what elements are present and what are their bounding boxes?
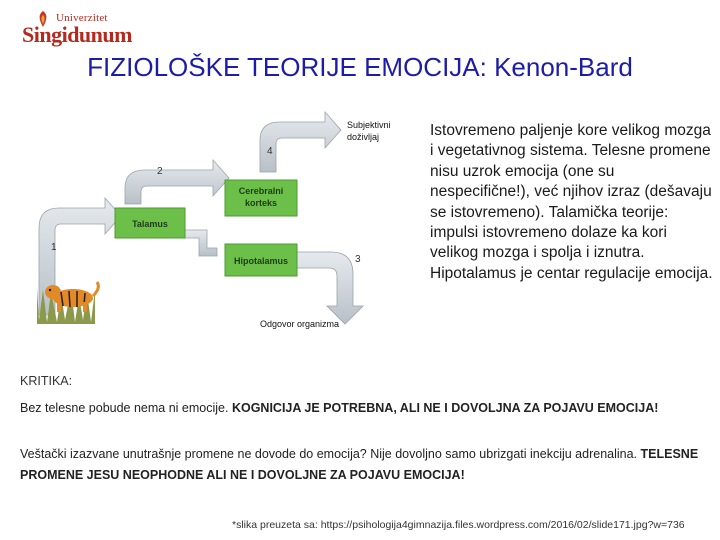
arrow-2: [125, 160, 229, 204]
number-1: 1: [51, 242, 57, 253]
cortex-label-1: Cerebralni: [238, 186, 284, 196]
subjective-label-1: Subjektivni: [347, 120, 391, 130]
number-4: 4: [267, 146, 273, 157]
hypothalamus-label: Hipotalamus: [233, 256, 289, 266]
critique-p2-normal: Veštački izazvane unutrašnje promene ne dovode do emocija? Nije dovoljno samo ubrizgati inekciju adrenalina.: [20, 447, 641, 461]
description-text: Istovremeno paljenje kore velikog mozga i vegetativnog sistema. Telesne promene nisu uzrok emocija (one su nespecifične!), već njihov izraz (dešavaju se istovremeno). Talamička teorije: impulsi istovremeno dolaze ka kori velikog mozga i spolja i iznutra. Hipotalamus je centar regulacije emocija.: [430, 122, 713, 282]
arrow-4: [260, 112, 341, 172]
arrow-connector: [185, 230, 217, 256]
image-source-note: *slika preuzeta sa: https://psihologija4gimnazija.files.wordpress.com/2016/02/slide171.jpg?w=736: [232, 519, 685, 531]
thalamus-label: Talamus: [132, 219, 168, 229]
number-2: 2: [157, 166, 163, 177]
slide-title: FIZIOLOŠKE TEORIJE EMOCIJA: Kenon-Bard: [87, 52, 633, 82]
critique-paragraph-1: [20, 398, 710, 419]
arrow-3: [295, 252, 363, 324]
logo-main-text: Singidunum: [22, 22, 132, 47]
university-logo: [8, 10, 132, 47]
number-3: 3: [355, 254, 361, 265]
logo-top-text: Univerzitet: [56, 12, 108, 24]
critique-p2-bold: TELESNE PROMENE JESU NEOPHODNE ALI NE I DOVOLJNE ZA POJAVU EMOCIJA!: [20, 447, 699, 482]
critique-paragraph-2: [20, 444, 710, 486]
response-label: Odgovor organizma: [260, 319, 340, 329]
subjective-label-2: doživljaj: [347, 132, 380, 142]
critique-label: KRITIKA:: [20, 374, 73, 388]
critique-p1-bold: KOGNICIJA JE POTREBNA, ALI NE I DOVOLJNA ZA POJAVU EMOCIJA!: [231, 401, 659, 415]
cannon-bard-diagram: [35, 110, 410, 350]
cortex-label-2: korteks: [244, 198, 278, 208]
critique-p1-normal: Bez telesne pobude nema ni emocije.: [20, 401, 232, 415]
